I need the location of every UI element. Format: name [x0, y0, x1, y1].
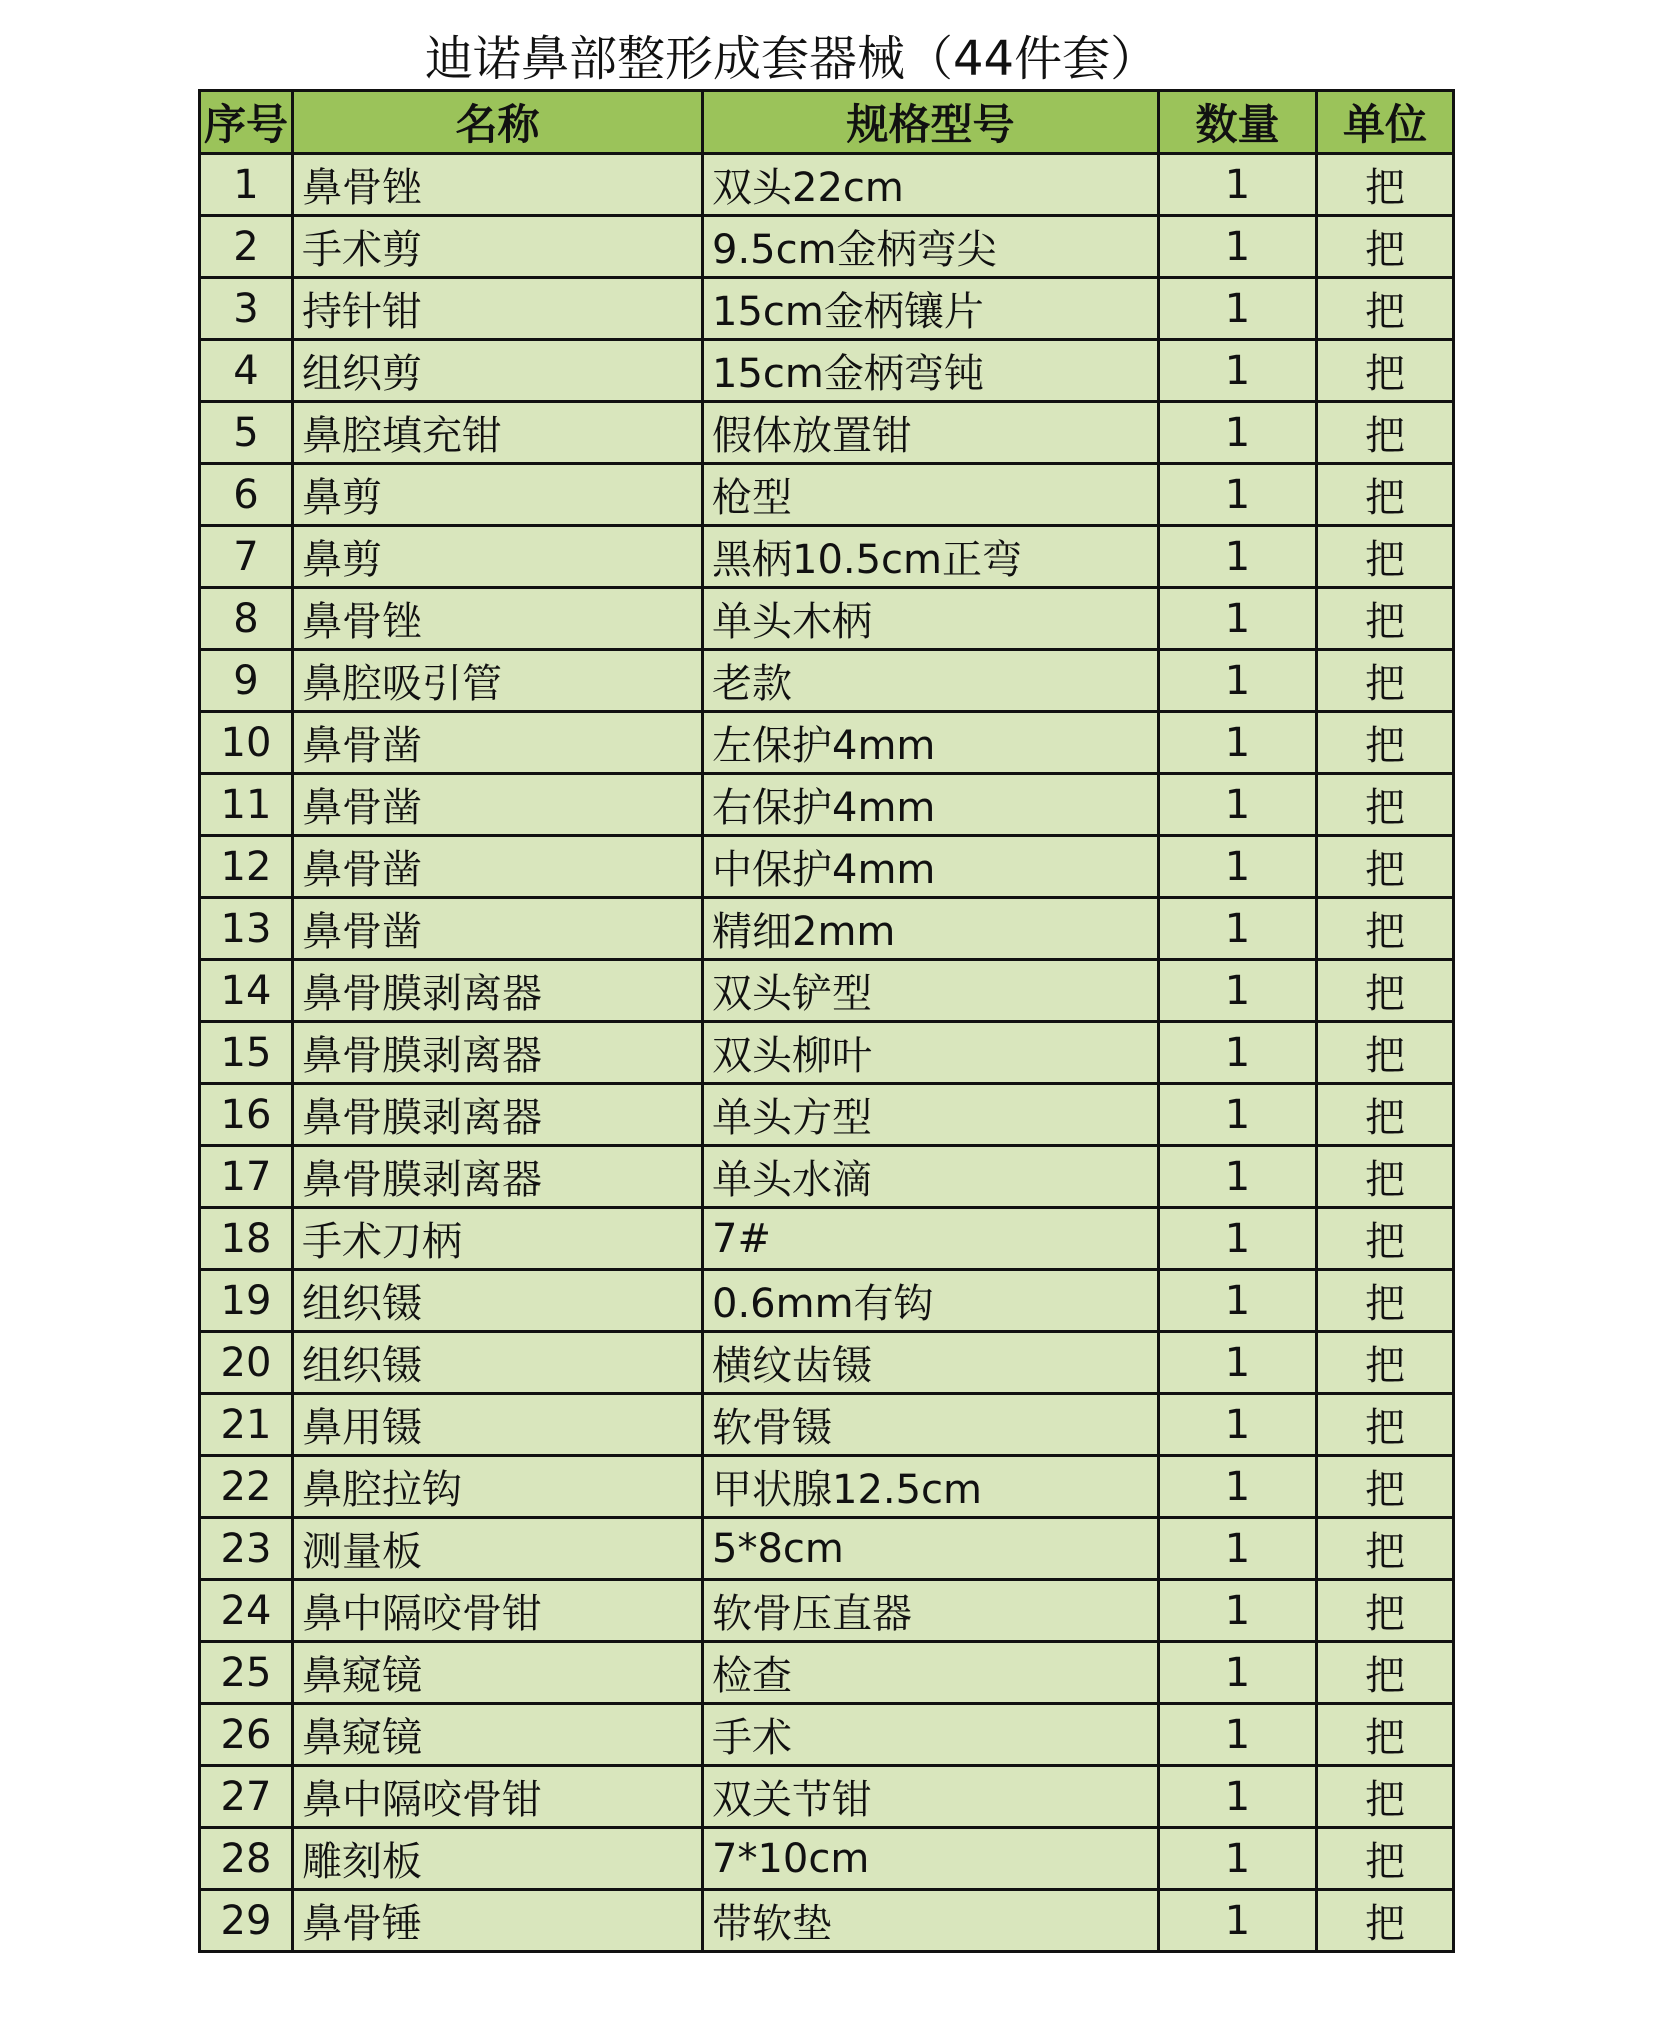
specification-cell: 老款	[703, 650, 1159, 712]
name-cell: 鼻剪	[293, 526, 703, 588]
name-cell: 鼻骨膜剥离器	[293, 960, 703, 1022]
quantity-cell: 1	[1159, 650, 1317, 712]
unit-cell: 把	[1317, 154, 1454, 216]
serial-number-cell: 25	[200, 1642, 293, 1704]
name-cell: 鼻骨膜剥离器	[293, 1084, 703, 1146]
name-cell: 组织剪	[293, 340, 703, 402]
unit-cell: 把	[1317, 960, 1454, 1022]
unit-cell: 把	[1317, 1828, 1454, 1890]
specification-cell: 15cm金柄弯钝	[703, 340, 1159, 402]
name-cell: 鼻中隔咬骨钳	[293, 1766, 703, 1828]
name-cell: 鼻腔填充钳	[293, 402, 703, 464]
table-row	[200, 1580, 1454, 1642]
quantity-cell: 1	[1159, 1456, 1317, 1518]
specification-cell: 右保护4mm	[703, 774, 1159, 836]
quantity-cell: 1	[1159, 1642, 1317, 1704]
table-row	[200, 340, 1454, 402]
specification-cell: 0.6mm有钩	[703, 1270, 1159, 1332]
table-row	[200, 712, 1454, 774]
name-cell: 鼻骨凿	[293, 712, 703, 774]
header-unit: 单位	[1317, 91, 1454, 154]
specification-cell: 7#	[703, 1208, 1159, 1270]
table-row	[200, 464, 1454, 526]
specification-cell: 精细2mm	[703, 898, 1159, 960]
serial-number-cell: 1	[200, 154, 293, 216]
name-cell: 鼻骨锉	[293, 588, 703, 650]
specification-cell: 15cm金柄镶片	[703, 278, 1159, 340]
unit-cell: 把	[1317, 1580, 1454, 1642]
name-cell: 雕刻板	[293, 1828, 703, 1890]
instrument-table	[198, 89, 1455, 1953]
table-row	[200, 1890, 1454, 1952]
serial-number-cell: 11	[200, 774, 293, 836]
unit-cell: 把	[1317, 1022, 1454, 1084]
serial-number-cell: 13	[200, 898, 293, 960]
table-row	[200, 1704, 1454, 1766]
unit-cell: 把	[1317, 1518, 1454, 1580]
unit-cell: 把	[1317, 774, 1454, 836]
table-row	[200, 402, 1454, 464]
specification-cell: 单头方型	[703, 1084, 1159, 1146]
unit-cell: 把	[1317, 464, 1454, 526]
name-cell: 鼻腔拉钩	[293, 1456, 703, 1518]
name-cell: 手术刀柄	[293, 1208, 703, 1270]
quantity-cell: 1	[1159, 1022, 1317, 1084]
table-row	[200, 1270, 1454, 1332]
quantity-cell: 1	[1159, 1518, 1317, 1580]
specification-cell: 双头柳叶	[703, 1022, 1159, 1084]
serial-number-cell: 6	[200, 464, 293, 526]
unit-cell: 把	[1317, 1270, 1454, 1332]
unit-cell: 把	[1317, 278, 1454, 340]
unit-cell: 把	[1317, 1642, 1454, 1704]
quantity-cell: 1	[1159, 1704, 1317, 1766]
quantity-cell: 1	[1159, 898, 1317, 960]
table-row	[200, 1084, 1454, 1146]
unit-cell: 把	[1317, 1456, 1454, 1518]
unit-cell: 把	[1317, 526, 1454, 588]
specification-cell: 双头铲型	[703, 960, 1159, 1022]
name-cell: 鼻骨膜剥离器	[293, 1022, 703, 1084]
serial-number-cell: 29	[200, 1890, 293, 1952]
header-name: 名称	[293, 91, 703, 154]
unit-cell: 把	[1317, 340, 1454, 402]
serial-number-cell: 5	[200, 402, 293, 464]
serial-number-cell: 3	[200, 278, 293, 340]
quantity-cell: 1	[1159, 1332, 1317, 1394]
serial-number-cell: 23	[200, 1518, 293, 1580]
unit-cell: 把	[1317, 1208, 1454, 1270]
serial-number-cell: 2	[200, 216, 293, 278]
serial-number-cell: 9	[200, 650, 293, 712]
table-row	[200, 1332, 1454, 1394]
table-row	[200, 526, 1454, 588]
specification-cell: 枪型	[703, 464, 1159, 526]
quantity-cell: 1	[1159, 402, 1317, 464]
serial-number-cell: 24	[200, 1580, 293, 1642]
table-row	[200, 1518, 1454, 1580]
header-specification: 规格型号	[703, 91, 1159, 154]
quantity-cell: 1	[1159, 960, 1317, 1022]
quantity-cell: 1	[1159, 216, 1317, 278]
serial-number-cell: 28	[200, 1828, 293, 1890]
name-cell: 鼻腔吸引管	[293, 650, 703, 712]
table-row	[200, 960, 1454, 1022]
unit-cell: 把	[1317, 1890, 1454, 1952]
serial-number-cell: 19	[200, 1270, 293, 1332]
unit-cell: 把	[1317, 650, 1454, 712]
quantity-cell: 1	[1159, 774, 1317, 836]
quantity-cell: 1	[1159, 1084, 1317, 1146]
serial-number-cell: 14	[200, 960, 293, 1022]
table-row	[200, 1146, 1454, 1208]
quantity-cell: 1	[1159, 1766, 1317, 1828]
table-body	[200, 154, 1454, 1952]
header-serial-number: 序号	[200, 91, 293, 154]
name-cell: 组织镊	[293, 1332, 703, 1394]
unit-cell: 把	[1317, 216, 1454, 278]
quantity-cell: 1	[1159, 1394, 1317, 1456]
quantity-cell: 1	[1159, 340, 1317, 402]
table-row	[200, 898, 1454, 960]
table-row	[200, 588, 1454, 650]
unit-cell: 把	[1317, 588, 1454, 650]
unit-cell: 把	[1317, 1766, 1454, 1828]
name-cell: 鼻骨锤	[293, 1890, 703, 1952]
serial-number-cell: 17	[200, 1146, 293, 1208]
name-cell: 鼻骨凿	[293, 898, 703, 960]
quantity-cell: 1	[1159, 154, 1317, 216]
specification-cell: 假体放置钳	[703, 402, 1159, 464]
specification-cell: 软骨镊	[703, 1394, 1159, 1456]
name-cell: 组织镊	[293, 1270, 703, 1332]
specification-cell: 左保护4mm	[703, 712, 1159, 774]
table-row	[200, 1456, 1454, 1518]
specification-cell: 黑柄10.5cm正弯	[703, 526, 1159, 588]
quantity-cell: 1	[1159, 1890, 1317, 1952]
specification-cell: 双头22cm	[703, 154, 1159, 216]
serial-number-cell: 16	[200, 1084, 293, 1146]
unit-cell: 把	[1317, 402, 1454, 464]
name-cell: 鼻骨膜剥离器	[293, 1146, 703, 1208]
quantity-cell: 1	[1159, 464, 1317, 526]
unit-cell: 把	[1317, 1084, 1454, 1146]
name-cell: 鼻用镊	[293, 1394, 703, 1456]
quantity-cell: 1	[1159, 1146, 1317, 1208]
specification-cell: 中保护4mm	[703, 836, 1159, 898]
specification-cell: 手术	[703, 1704, 1159, 1766]
table-row	[200, 1022, 1454, 1084]
specification-cell: 9.5cm金柄弯尖	[703, 216, 1159, 278]
specification-cell: 双关节钳	[703, 1766, 1159, 1828]
specification-cell: 5*8cm	[703, 1518, 1159, 1580]
table-row	[200, 216, 1454, 278]
table-row	[200, 774, 1454, 836]
document-title: 迪诺鼻部整形成套器械（44件套）	[425, 31, 1159, 87]
specification-cell: 甲状腺12.5cm	[703, 1456, 1159, 1518]
specification-cell: 7*10cm	[703, 1828, 1159, 1890]
serial-number-cell: 21	[200, 1394, 293, 1456]
table-row	[200, 1642, 1454, 1704]
unit-cell: 把	[1317, 712, 1454, 774]
table-row	[200, 1208, 1454, 1270]
name-cell: 鼻中隔咬骨钳	[293, 1580, 703, 1642]
serial-number-cell: 4	[200, 340, 293, 402]
serial-number-cell: 26	[200, 1704, 293, 1766]
specification-cell: 检查	[703, 1642, 1159, 1704]
serial-number-cell: 12	[200, 836, 293, 898]
table-header-row	[200, 91, 1454, 154]
table-row	[200, 278, 1454, 340]
quantity-cell: 1	[1159, 588, 1317, 650]
serial-number-cell: 18	[200, 1208, 293, 1270]
specification-cell: 带软垫	[703, 1890, 1159, 1952]
serial-number-cell: 10	[200, 712, 293, 774]
table-row	[200, 1766, 1454, 1828]
table-row	[200, 1828, 1454, 1890]
name-cell: 鼻骨凿	[293, 774, 703, 836]
name-cell: 鼻骨锉	[293, 154, 703, 216]
quantity-cell: 1	[1159, 526, 1317, 588]
table-row	[200, 1394, 1454, 1456]
name-cell: 持针钳	[293, 278, 703, 340]
name-cell: 鼻窥镜	[293, 1704, 703, 1766]
header-quantity: 数量	[1159, 91, 1317, 154]
unit-cell: 把	[1317, 1332, 1454, 1394]
quantity-cell: 1	[1159, 1270, 1317, 1332]
quantity-cell: 1	[1159, 836, 1317, 898]
name-cell: 鼻剪	[293, 464, 703, 526]
unit-cell: 把	[1317, 836, 1454, 898]
table-row	[200, 836, 1454, 898]
name-cell: 鼻窥镜	[293, 1642, 703, 1704]
specification-cell: 横纹齿镊	[703, 1332, 1159, 1394]
name-cell: 手术剪	[293, 216, 703, 278]
table-row	[200, 650, 1454, 712]
serial-number-cell: 27	[200, 1766, 293, 1828]
name-cell: 鼻骨凿	[293, 836, 703, 898]
table-row	[200, 154, 1454, 216]
serial-number-cell: 15	[200, 1022, 293, 1084]
serial-number-cell: 20	[200, 1332, 293, 1394]
quantity-cell: 1	[1159, 712, 1317, 774]
name-cell: 测量板	[293, 1518, 703, 1580]
serial-number-cell: 8	[200, 588, 293, 650]
serial-number-cell: 7	[200, 526, 293, 588]
unit-cell: 把	[1317, 1146, 1454, 1208]
specification-cell: 软骨压直器	[703, 1580, 1159, 1642]
specification-cell: 单头木柄	[703, 588, 1159, 650]
unit-cell: 把	[1317, 898, 1454, 960]
quantity-cell: 1	[1159, 1828, 1317, 1890]
specification-cell: 单头水滴	[703, 1146, 1159, 1208]
quantity-cell: 1	[1159, 1580, 1317, 1642]
unit-cell: 把	[1317, 1704, 1454, 1766]
quantity-cell: 1	[1159, 1208, 1317, 1270]
quantity-cell: 1	[1159, 278, 1317, 340]
unit-cell: 把	[1317, 1394, 1454, 1456]
serial-number-cell: 22	[200, 1456, 293, 1518]
